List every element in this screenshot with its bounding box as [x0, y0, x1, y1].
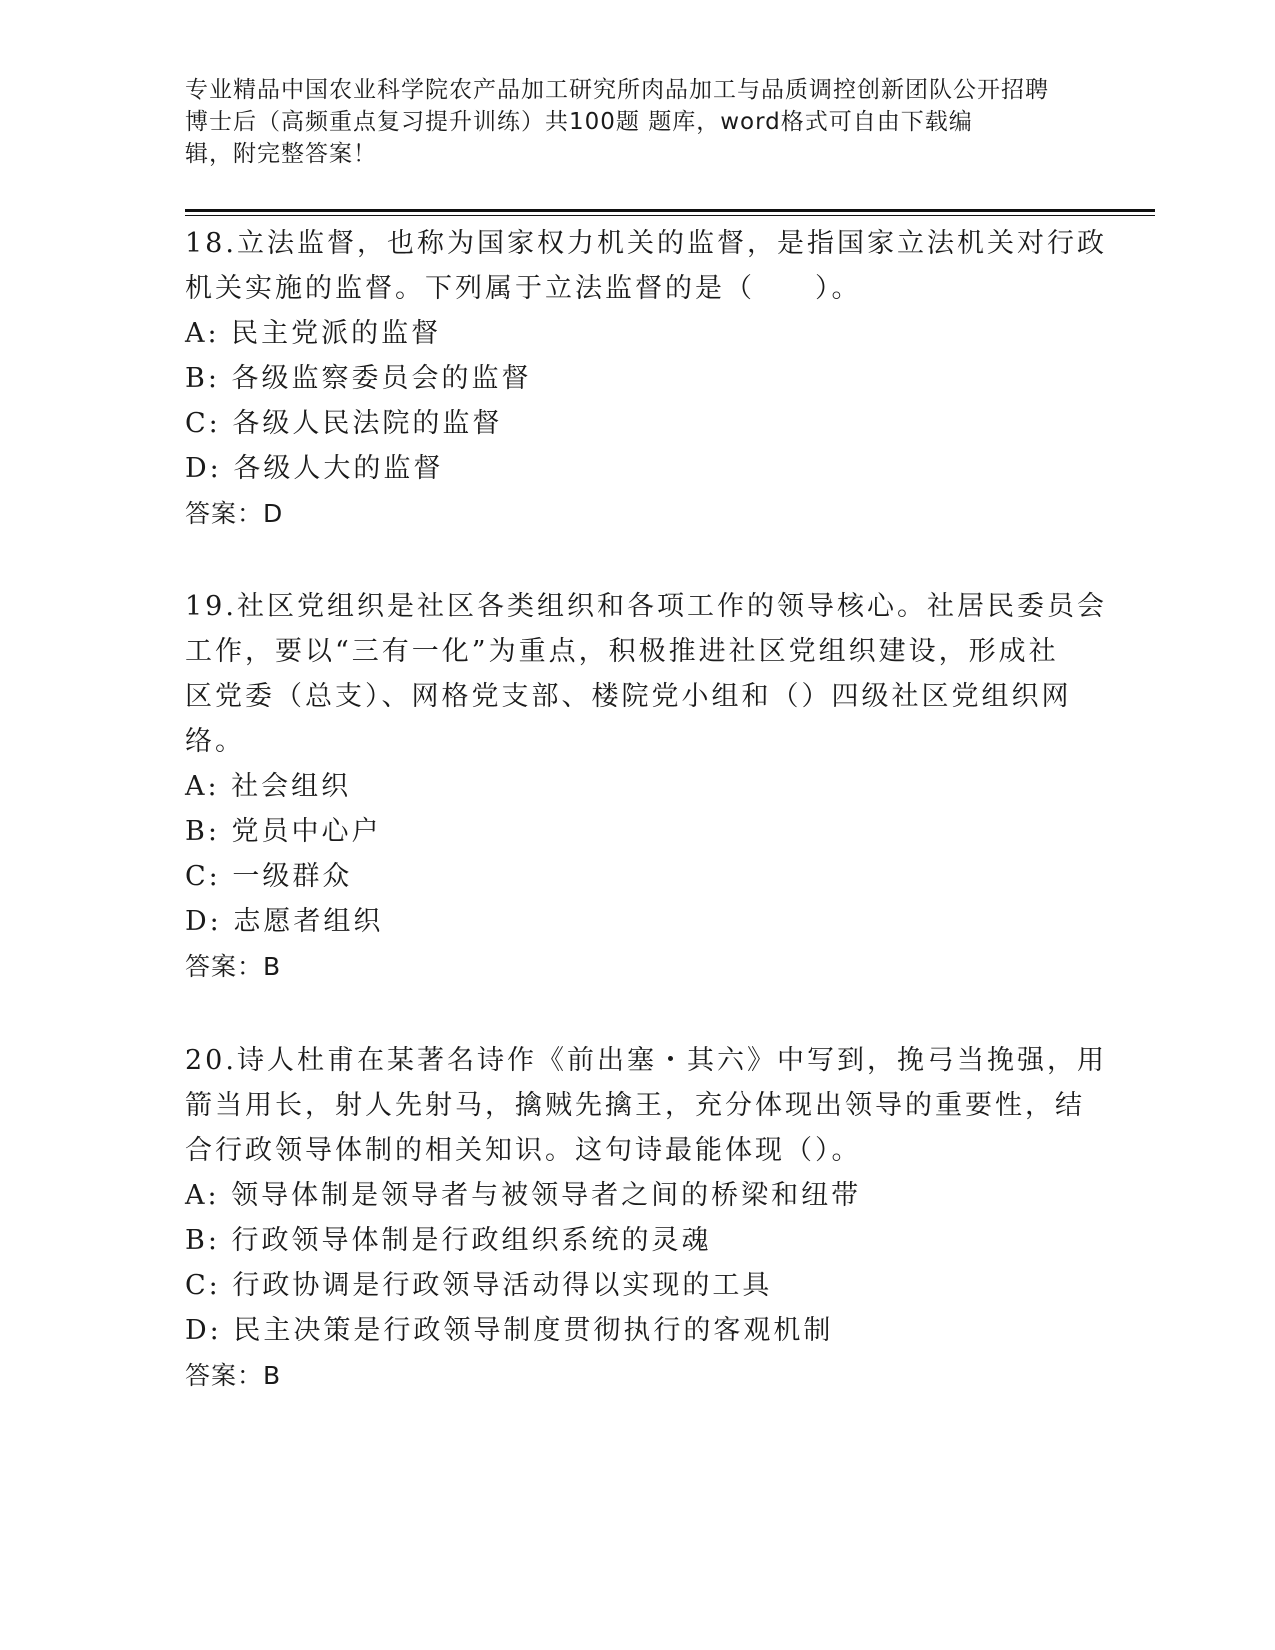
- option-d: D: 志愿者组织: [185, 906, 384, 937]
- document-header: [185, 74, 1085, 170]
- option-a: A: 民主党派的监督: [185, 318, 442, 349]
- header-line: 专业精品中国农业科学院农产品加工研究所肉品加工与品质调控创新团队公开招聘: [185, 77, 1049, 103]
- header-line: 博士后（高频重点复习提升训练）共100题 题库，word格式可自由下载编: [185, 109, 973, 135]
- option-b: B: 行政领导体制是行政组织系统的灵魂: [185, 1225, 712, 1256]
- option-d: D: 民主决策是行政领导制度贯彻执行的客观机制: [185, 1315, 834, 1346]
- question-stem-line: 合行政领导体制的相关知识。这句诗最能体现（）。: [185, 1135, 862, 1166]
- question-stem-line: 箭当用长，射人先射马，擒贼先擒王，充分体现出领导的重要性，结: [185, 1090, 1085, 1121]
- answer-line: 答案：B: [185, 1361, 282, 1390]
- option-c: C: 行政协调是行政领导活动得以实现的工具: [185, 1270, 773, 1301]
- option-a: A: 领导体制是领导者与被领导者之间的桥梁和纽带: [185, 1180, 862, 1211]
- option-b: B: 各级监察委员会的监督: [185, 363, 532, 394]
- header-divider-thick: [185, 209, 1155, 212]
- question-stem-line: 络。: [185, 726, 245, 757]
- option-c: C: 各级人民法院的监督: [185, 408, 503, 439]
- question-stem-line: 机关实施的监督。下列属于立法监督的是（ ）。: [185, 273, 862, 304]
- question-19: [185, 584, 1107, 989]
- header-divider-thin: [185, 215, 1155, 216]
- question-stem-line: 区党委（总支）、网格党支部、楼院党小组和（）四级社区党组织网: [185, 681, 1072, 712]
- question-stem-line: 20.诗人杜甫在某著名诗作《前出塞・其六》中写到，挽弓当挽强，用: [185, 1045, 1107, 1076]
- header-line: 辑，附完整答案！: [185, 141, 377, 167]
- question-stem-line: 工作，要以“三有一化”为重点，积极推进社区党组织建设，形成社: [185, 636, 1059, 667]
- answer-line: 答案：D: [185, 499, 284, 528]
- option-c: C: 一级群众: [185, 861, 353, 892]
- option-d: D: 各级人大的监督: [185, 453, 444, 484]
- question-18: [185, 221, 1107, 536]
- question-stem-line: 18.立法监督，也称为国家权力机关的监督，是指国家立法机关对行政: [185, 228, 1107, 259]
- option-b: B: 党员中心户: [185, 816, 382, 847]
- option-a: A: 社会组织: [185, 771, 352, 802]
- question-20: [185, 1038, 1107, 1398]
- answer-line: 答案：B: [185, 952, 282, 981]
- question-stem-line: 19.社区党组织是社区各类组织和各项工作的领导核心。社居民委员会: [185, 591, 1107, 622]
